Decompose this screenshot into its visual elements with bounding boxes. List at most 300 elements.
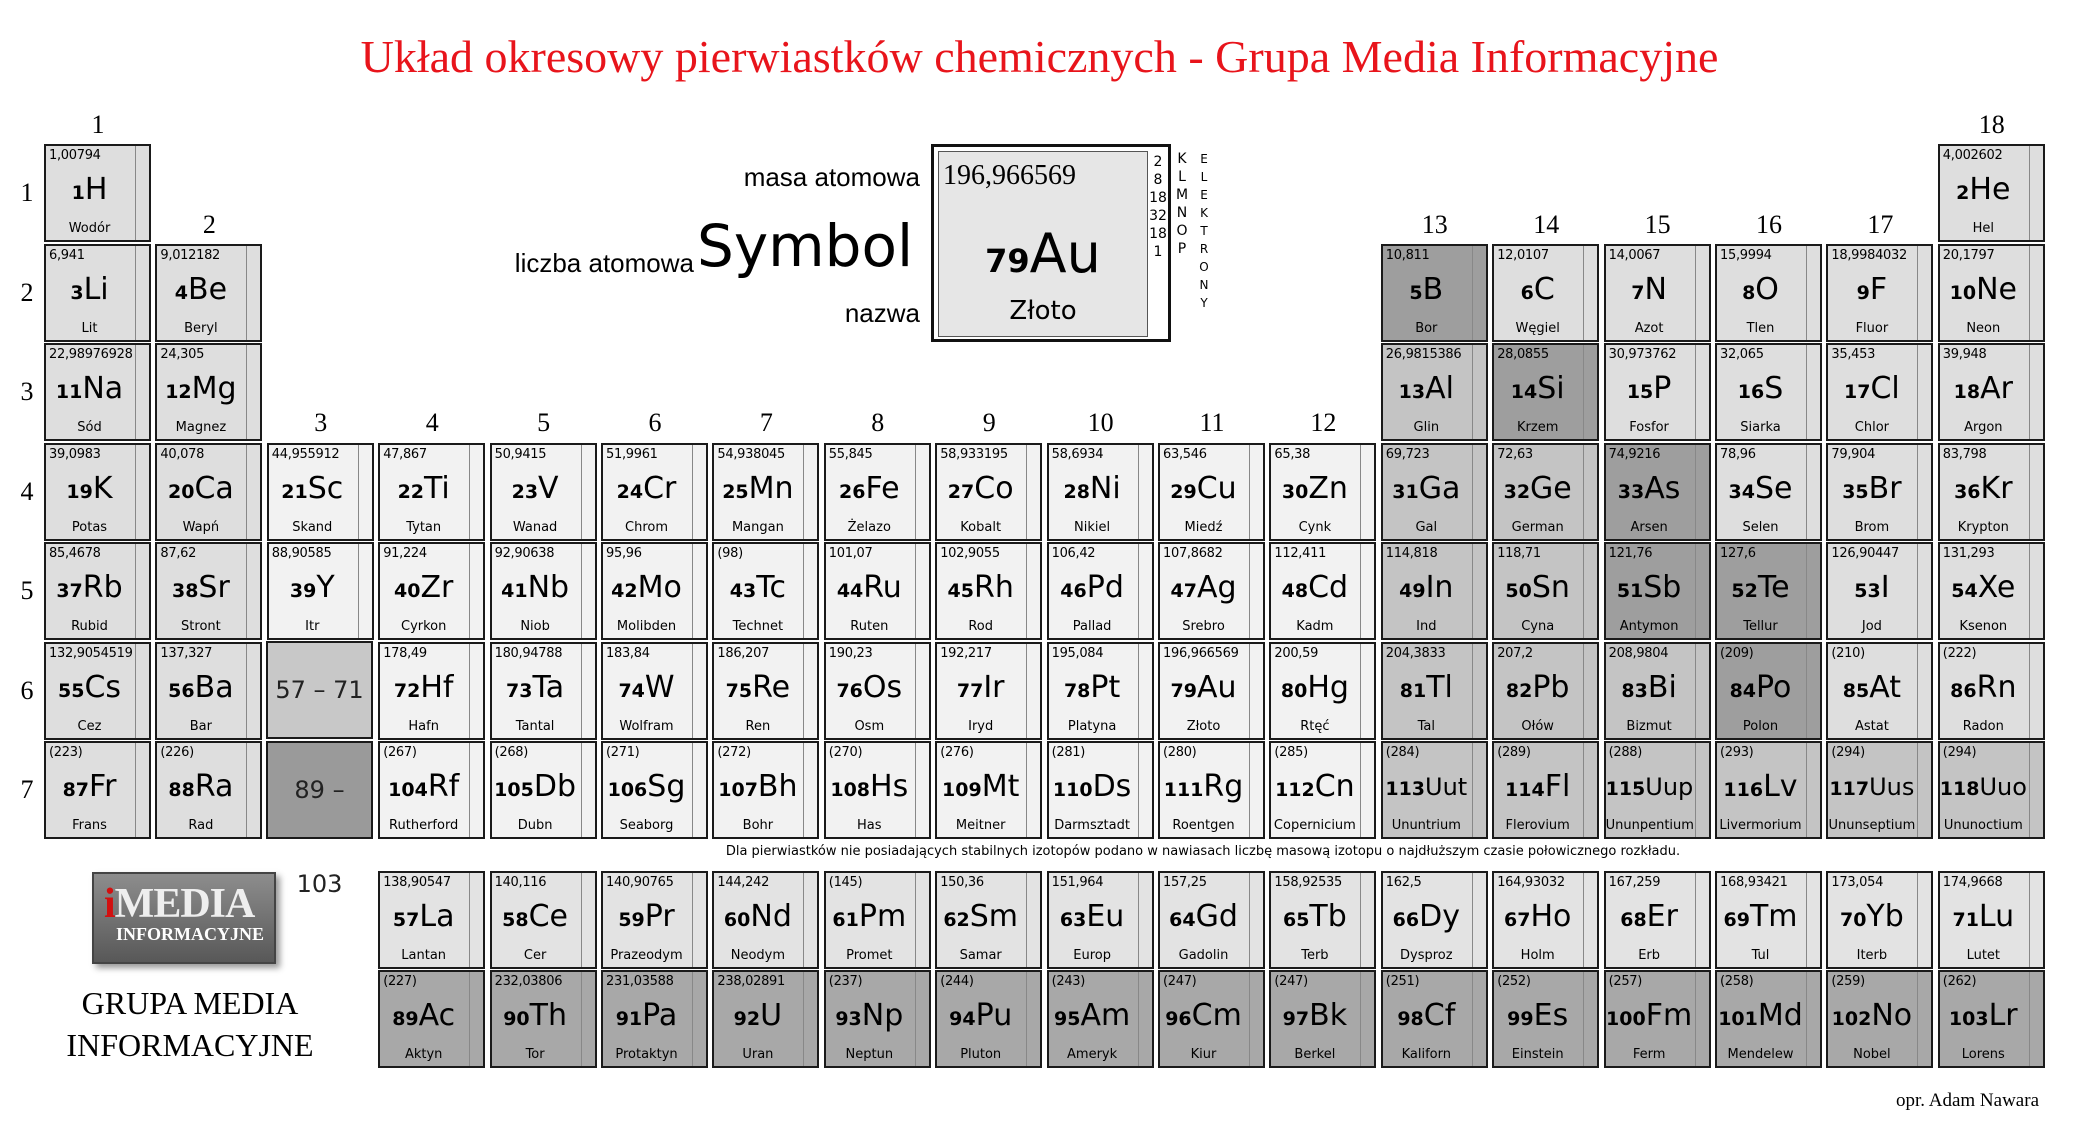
element-symbol-group	[1828, 270, 1915, 313]
element-mass: 15,9994	[1720, 247, 1772, 263]
element-shell-strip	[135, 445, 149, 539]
element-cell-er[interactable]	[1604, 871, 1711, 969]
element-mass: 180,94788	[494, 645, 563, 661]
element-atomic-number: 117	[1829, 778, 1870, 800]
element-shell-strip	[1249, 544, 1263, 638]
element-name: Dysproz	[1400, 948, 1453, 963]
element-cell-pd[interactable]	[1047, 542, 1154, 640]
element-symbol: Sr	[198, 570, 230, 605]
element-shell-strip	[1583, 445, 1597, 539]
element-symbol: Ba	[194, 669, 234, 705]
element-cell-cl[interactable]	[1826, 343, 1933, 441]
element-cell-ti[interactable]	[378, 443, 485, 541]
element-cell-ba[interactable]	[155, 642, 262, 740]
element-name: Rubid	[71, 619, 108, 634]
period-label-2: 2	[20, 277, 34, 307]
element-cell-hg[interactable]	[1269, 642, 1376, 740]
element-cell-na[interactable]	[44, 343, 151, 441]
element-shell-strip	[1917, 544, 1931, 638]
element-cell-ni[interactable]	[1047, 443, 1154, 541]
element-symbol: Cm	[1191, 998, 1242, 1033]
element-shell-strip	[1026, 544, 1040, 638]
element-mass: 26,9815386	[1385, 347, 1462, 362]
element-symbol: Cr	[643, 470, 677, 506]
element-symbol: C	[1533, 271, 1555, 307]
element-cell-c[interactable]	[1492, 244, 1599, 342]
element-shell-strip	[581, 972, 595, 1066]
element-shell-strip	[2029, 544, 2043, 638]
element-symbol-group	[603, 767, 690, 810]
element-atomic-number: 8	[1742, 281, 1756, 304]
element-atomic-number: 68	[1620, 909, 1647, 931]
element-symbol: Ne	[1976, 271, 2017, 307]
element-cell-h[interactable]	[44, 144, 151, 242]
element-atomic-number: 28	[1063, 480, 1090, 503]
element-cell-re[interactable]	[712, 642, 819, 740]
element-cell-tc[interactable]	[712, 542, 819, 640]
element-cell-os[interactable]	[824, 642, 931, 740]
element-cell-au[interactable]	[1158, 642, 1265, 740]
element-symbol-group	[1717, 369, 1804, 412]
element-cell-uut[interactable]	[1381, 741, 1488, 839]
element-cell-dy[interactable]	[1381, 871, 1488, 969]
element-mass: 186,207	[717, 645, 770, 661]
element-symbol: Tm	[1749, 899, 1798, 934]
element-cell-sm[interactable]	[935, 871, 1042, 969]
element-symbol: Xe	[1977, 570, 2016, 605]
element-name: Magnez	[175, 420, 227, 435]
element-cell-fr[interactable]	[44, 741, 151, 839]
element-mass: 20,1797	[1942, 247, 1995, 263]
element-mass: 195,084	[1051, 645, 1104, 661]
element-cell-cs[interactable]	[44, 642, 151, 740]
element-cell-zn[interactable]	[1269, 443, 1376, 541]
element-cell-rn[interactable]	[1938, 642, 2045, 740]
element-cell-rf[interactable]	[378, 741, 485, 839]
element-symbol-group	[1828, 668, 1915, 711]
element-cell-ds[interactable]	[1047, 741, 1154, 839]
element-cell-b[interactable]	[1381, 244, 1488, 342]
element-cell-uus[interactable]	[1826, 741, 1933, 839]
legend-example-symbol	[939, 224, 1147, 291]
element-mass: 69,723	[1385, 446, 1430, 462]
element-cell-k[interactable]	[44, 443, 151, 541]
element-symbol: Na	[82, 371, 124, 406]
element-shell-strip	[1026, 644, 1040, 738]
element-symbol: Kr	[1980, 470, 2013, 506]
element-cell-tm[interactable]	[1715, 871, 1822, 969]
legend-shell-letter: P	[1177, 241, 1187, 257]
element-cell-cm[interactable]	[1158, 970, 1265, 1068]
element-cell-li[interactable]	[44, 244, 151, 342]
element-symbol-group	[380, 767, 467, 810]
element-atomic-number: 99	[1507, 1008, 1534, 1030]
element-cell-sg[interactable]	[601, 741, 708, 839]
element-shell-strip	[135, 743, 149, 837]
element-symbol-group	[1717, 270, 1804, 313]
element-cell-lr[interactable]	[1938, 970, 2045, 1068]
element-cell-xe[interactable]	[1938, 542, 2045, 640]
element-mass: (98)	[717, 546, 743, 561]
element-cell-pu[interactable]	[935, 970, 1042, 1068]
element-atomic-number: 69	[1723, 909, 1750, 931]
element-symbol-group	[1606, 270, 1693, 313]
element-cell-p[interactable]	[1604, 343, 1711, 441]
element-cell-pb[interactable]	[1492, 642, 1599, 740]
legend-shell-letter: N	[1176, 205, 1188, 221]
element-symbol-group	[1160, 668, 1247, 711]
element-cell-cr[interactable]	[601, 443, 708, 541]
element-shell-strip	[469, 972, 483, 1066]
element-mass: (243)	[1051, 974, 1086, 989]
element-name: Krzem	[1517, 420, 1559, 435]
element-shell-strip	[1917, 445, 1931, 539]
element-symbol-group	[157, 668, 244, 711]
element-atomic-number: 106	[607, 779, 648, 801]
element-cell-po[interactable]	[1715, 642, 1822, 740]
element-cell-ho[interactable]	[1492, 871, 1599, 969]
element-cell-kr[interactable]	[1938, 443, 2045, 541]
element-symbol-group	[603, 996, 690, 1039]
element-name: Copernicium	[1273, 818, 1356, 833]
element-cell-mo[interactable]	[601, 542, 708, 640]
element-name: Ferm	[1632, 1047, 1666, 1062]
element-cell-sr[interactable]	[155, 542, 262, 640]
element-atomic-number: 77	[956, 679, 984, 702]
element-name: Wolfram	[619, 718, 674, 734]
element-cell-rh[interactable]	[935, 542, 1042, 640]
element-symbol: Es	[1533, 998, 1569, 1033]
element-cell-pm[interactable]	[824, 871, 931, 969]
element-cell-sn[interactable]	[1492, 542, 1599, 640]
element-cell-se[interactable]	[1715, 443, 1822, 541]
element-cell-la[interactable]	[378, 871, 485, 969]
element-cell-cn[interactable]	[1269, 741, 1376, 839]
element-name: Itr	[305, 619, 320, 634]
element-cell-cu[interactable]	[1158, 443, 1265, 541]
element-symbol: Ta	[532, 669, 565, 705]
element-cell-te[interactable]	[1715, 542, 1822, 640]
element-cell-pa[interactable]	[601, 970, 708, 1068]
element-atomic-number: 30	[1281, 480, 1309, 503]
element-symbol-group	[157, 568, 244, 611]
element-cell-np[interactable]	[824, 970, 931, 1068]
element-cell-uup[interactable]	[1604, 741, 1711, 839]
element-symbol-group	[1494, 668, 1581, 711]
element-cell-br[interactable]	[1826, 443, 1933, 541]
element-symbol-group	[1383, 996, 1470, 1039]
element-cell-es[interactable]	[1492, 970, 1599, 1068]
period-label-7: 7	[20, 775, 34, 804]
element-name: Lantan	[401, 948, 447, 963]
element-cell-al[interactable]	[1381, 343, 1488, 441]
element-name: Einstein	[1511, 1047, 1564, 1062]
element-cell-bi[interactable]	[1604, 642, 1711, 740]
element-symbol-group	[1049, 996, 1136, 1039]
element-cell-cd[interactable]	[1269, 542, 1376, 640]
element-shell-strip	[1472, 345, 1486, 439]
legend-shell-numbers	[1148, 153, 1168, 261]
element-cell-md[interactable]	[1715, 970, 1822, 1068]
element-symbol: Fl	[1544, 769, 1571, 804]
element-symbol-group	[1494, 996, 1581, 1039]
element-cell-uuo[interactable]	[1938, 741, 2045, 839]
element-cell-ce[interactable]	[490, 871, 597, 969]
element-name: Ind	[1416, 619, 1437, 634]
element-mass: 79,904	[1831, 446, 1876, 462]
element-cell-no[interactable]	[1826, 970, 1933, 1068]
element-cell-as[interactable]	[1604, 443, 1711, 541]
element-mass: 190,23	[828, 645, 873, 661]
element-atomic-number: 22	[397, 480, 425, 503]
element-name: Tytan	[406, 519, 442, 535]
element-mass: (285)	[1274, 745, 1308, 760]
element-atomic-number: 114	[1505, 779, 1545, 801]
element-atomic-number: 61	[832, 909, 859, 931]
group-name: GRUPA MEDIA INFORMACYJNE	[66, 985, 314, 1063]
element-cell-n[interactable]	[1604, 244, 1711, 342]
element-mass: 150,36	[940, 875, 984, 890]
element-cell-ru[interactable]	[824, 542, 931, 640]
element-cell-bh[interactable]	[712, 741, 819, 839]
element-cell-fe[interactable]	[824, 443, 931, 541]
element-atomic-number: 1	[71, 182, 85, 204]
element-name: Ołów	[1521, 718, 1554, 734]
element-symbol-group	[492, 668, 579, 711]
element-symbol: Cn	[1314, 769, 1355, 804]
element-symbol-group	[46, 568, 133, 611]
element-cell-zr[interactable]	[378, 542, 485, 640]
element-atomic-number: 67	[1504, 909, 1531, 931]
element-atomic-number: 84	[1729, 679, 1757, 702]
element-name: Holm	[1520, 948, 1555, 963]
element-mass: (271)	[606, 745, 640, 760]
element-symbol: Db	[533, 769, 576, 804]
element-symbol-group	[1606, 369, 1693, 412]
element-symbol: V	[538, 470, 559, 506]
element-symbol: P	[1653, 371, 1672, 406]
legend-atomic-number-label: liczba atomowa	[514, 248, 694, 278]
element-symbol-group	[157, 469, 244, 512]
element-cell-eu[interactable]	[1047, 871, 1154, 969]
element-cell-mg[interactable]	[155, 343, 262, 441]
element-shell-strip	[1360, 743, 1374, 837]
element-cell-am[interactable]	[1047, 970, 1154, 1068]
element-shell-strip	[1026, 445, 1040, 539]
element-symbol: Np	[861, 998, 904, 1033]
element-cell-fl[interactable]	[1492, 741, 1599, 839]
element-cell-tb[interactable]	[1269, 871, 1376, 969]
element-symbol-group	[826, 568, 913, 611]
element-atomic-number: 45	[947, 580, 974, 602]
element-atomic-number: 111	[1163, 779, 1204, 801]
element-atomic-number: 21	[281, 480, 308, 503]
element-atomic-number: 100	[1606, 1008, 1646, 1030]
element-cell-rb[interactable]	[44, 542, 151, 640]
element-symbol: Fr	[89, 769, 117, 804]
element-cell-db[interactable]	[490, 741, 597, 839]
element-cell-y[interactable]	[267, 542, 374, 640]
element-atomic-number: 52	[1731, 580, 1758, 602]
element-symbol: At	[1869, 669, 1901, 705]
element-cell-ta[interactable]	[490, 642, 597, 740]
element-cell-ge[interactable]	[1492, 443, 1599, 541]
element-symbol: As	[1644, 470, 1681, 506]
element-cell-ar[interactable]	[1938, 343, 2045, 441]
element-cell-cf[interactable]	[1381, 970, 1488, 1068]
element-shell-strip	[469, 644, 483, 738]
element-atomic-number: 31	[1392, 480, 1419, 503]
element-shell-strip	[2029, 743, 2043, 837]
element-cell-f[interactable]	[1826, 244, 1933, 342]
element-symbol: Mo	[637, 570, 682, 605]
element-name: Livermorium	[1719, 818, 1802, 833]
element-cell-bk[interactable]	[1269, 970, 1376, 1068]
element-name: Tlen	[1746, 320, 1775, 336]
element-symbol: Lu	[1978, 899, 2015, 934]
element-shell-strip	[2029, 345, 2043, 439]
element-atomic-number: 73	[505, 679, 533, 702]
element-name: Cynk	[1298, 519, 1332, 535]
element-mass: 39,948	[1942, 347, 1987, 362]
element-cell-nd[interactable]	[712, 871, 819, 969]
element-shell-strip	[1917, 345, 1931, 439]
element-cell-v[interactable]	[490, 443, 597, 541]
element-symbol-group	[1383, 897, 1470, 940]
element-symbol-group	[603, 668, 690, 711]
element-name: Kadm	[1296, 619, 1334, 634]
element-cell-co[interactable]	[935, 443, 1042, 541]
element-name: Wapń	[182, 519, 220, 535]
element-cell-hs[interactable]	[824, 741, 931, 839]
element-cell-mt[interactable]	[935, 741, 1042, 839]
element-cell-gd[interactable]	[1158, 871, 1265, 969]
element-shell-strip	[1695, 246, 1709, 340]
element-atomic-number: 39	[289, 580, 317, 602]
element-shell-strip	[469, 873, 483, 967]
element-shell-strip	[1695, 345, 1709, 439]
element-cell-o[interactable]	[1715, 244, 1822, 342]
element-shell-strip	[135, 246, 149, 340]
element-symbol-group	[1271, 996, 1358, 1039]
period-label-4: 4	[20, 476, 34, 506]
element-cell-he[interactable]	[1938, 144, 2045, 242]
element-symbol: Uuo	[1979, 773, 2027, 801]
element-mass: 232,03806	[494, 974, 563, 989]
element-symbol-group	[826, 996, 913, 1039]
element-name: Terb	[1301, 948, 1329, 963]
element-shell-strip	[1695, 445, 1709, 539]
element-cell-mn[interactable]	[712, 443, 819, 541]
element-mass: 51,9961	[606, 446, 658, 462]
element-mass: 58,933195	[940, 446, 1008, 462]
element-symbol: Hf	[420, 669, 454, 705]
element-cell-lv[interactable]	[1715, 741, 1822, 839]
element-cell-ga[interactable]	[1381, 443, 1488, 541]
element-cell-i[interactable]	[1826, 542, 1933, 640]
element-name: Ununseptium	[1828, 818, 1916, 833]
element-mass: 231,03588	[606, 974, 674, 989]
element-cell-sb[interactable]	[1604, 542, 1711, 640]
element-symbol-group	[1940, 469, 2027, 512]
element-atomic-number: 59	[618, 909, 645, 931]
element-symbol-group	[826, 668, 913, 711]
element-cell-lu[interactable]	[1938, 871, 2045, 969]
element-symbol-group	[1271, 668, 1358, 711]
element-symbol: Pm	[858, 899, 907, 934]
element-cell-si[interactable]	[1492, 343, 1599, 441]
element-symbol: Lr	[1988, 998, 2018, 1033]
element-mass: 24,305	[160, 347, 205, 362]
element-shell-strip	[1472, 445, 1486, 539]
element-shell-strip	[1695, 644, 1709, 738]
element-name: Siarka	[1740, 420, 1781, 435]
element-mass: (280)	[1163, 745, 1197, 760]
element-mass: (267)	[383, 745, 417, 760]
element-mass: 83,798	[1942, 446, 1987, 462]
element-name: Protaktyn	[615, 1047, 678, 1062]
element-shell-strip	[358, 445, 372, 539]
element-cell-tl[interactable]	[1381, 642, 1488, 740]
element-cell-fm[interactable]	[1604, 970, 1711, 1068]
group-label-10: 10	[1087, 408, 1114, 437]
element-mass: (145)	[828, 875, 863, 890]
element-cell-yb[interactable]	[1826, 871, 1933, 969]
element-name: Polon	[1742, 718, 1779, 734]
element-cell-at[interactable]	[1826, 642, 1933, 740]
element-cell-sc[interactable]	[267, 443, 374, 541]
element-cell-ca[interactable]	[155, 443, 262, 541]
element-cell-ir[interactable]	[935, 642, 1042, 740]
group-label-13: 13	[1421, 210, 1448, 239]
element-shell-strip	[1138, 972, 1152, 1066]
element-symbol-group	[1828, 369, 1915, 412]
element-cell-ac[interactable]	[378, 970, 485, 1068]
element-cell-pt[interactable]	[1047, 642, 1154, 740]
element-cell-th[interactable]	[490, 970, 597, 1068]
element-name: Samar	[959, 948, 1002, 963]
element-shell-strip	[135, 345, 149, 439]
element-cell-ne[interactable]	[1938, 244, 2045, 342]
element-cell-u[interactable]	[712, 970, 819, 1068]
element-symbol-group	[1828, 996, 1915, 1039]
element-shell-strip	[2029, 246, 2043, 340]
element-shell-strip	[1472, 246, 1486, 340]
element-symbol: Sg	[647, 769, 686, 804]
element-shell-strip	[915, 972, 929, 1066]
element-atomic-number: 23	[511, 480, 539, 503]
element-cell-nb[interactable]	[490, 542, 597, 640]
element-cell-pr[interactable]	[601, 871, 708, 969]
element-cell-ag[interactable]	[1158, 542, 1265, 640]
element-symbol: Br	[1868, 470, 1902, 506]
element-name: Arsen	[1630, 519, 1668, 535]
element-cell-hf[interactable]	[378, 642, 485, 740]
element-cell-s[interactable]	[1715, 343, 1822, 441]
legend-example-name: Złoto	[1009, 296, 1077, 326]
element-cell-in[interactable]	[1381, 542, 1488, 640]
element-atomic-number: 98	[1397, 1008, 1424, 1030]
element-cell-w[interactable]	[601, 642, 708, 740]
element-symbol-group	[937, 469, 1024, 512]
element-symbol: Ce	[528, 899, 569, 934]
element-cell-rg[interactable]	[1158, 741, 1265, 839]
element-cell-be[interactable]	[155, 244, 262, 342]
element-symbol: Ti	[424, 470, 450, 506]
element-cell-ra[interactable]	[155, 741, 262, 839]
element-mass: 6,941	[49, 247, 85, 263]
element-name: Ameryk	[1067, 1047, 1118, 1062]
